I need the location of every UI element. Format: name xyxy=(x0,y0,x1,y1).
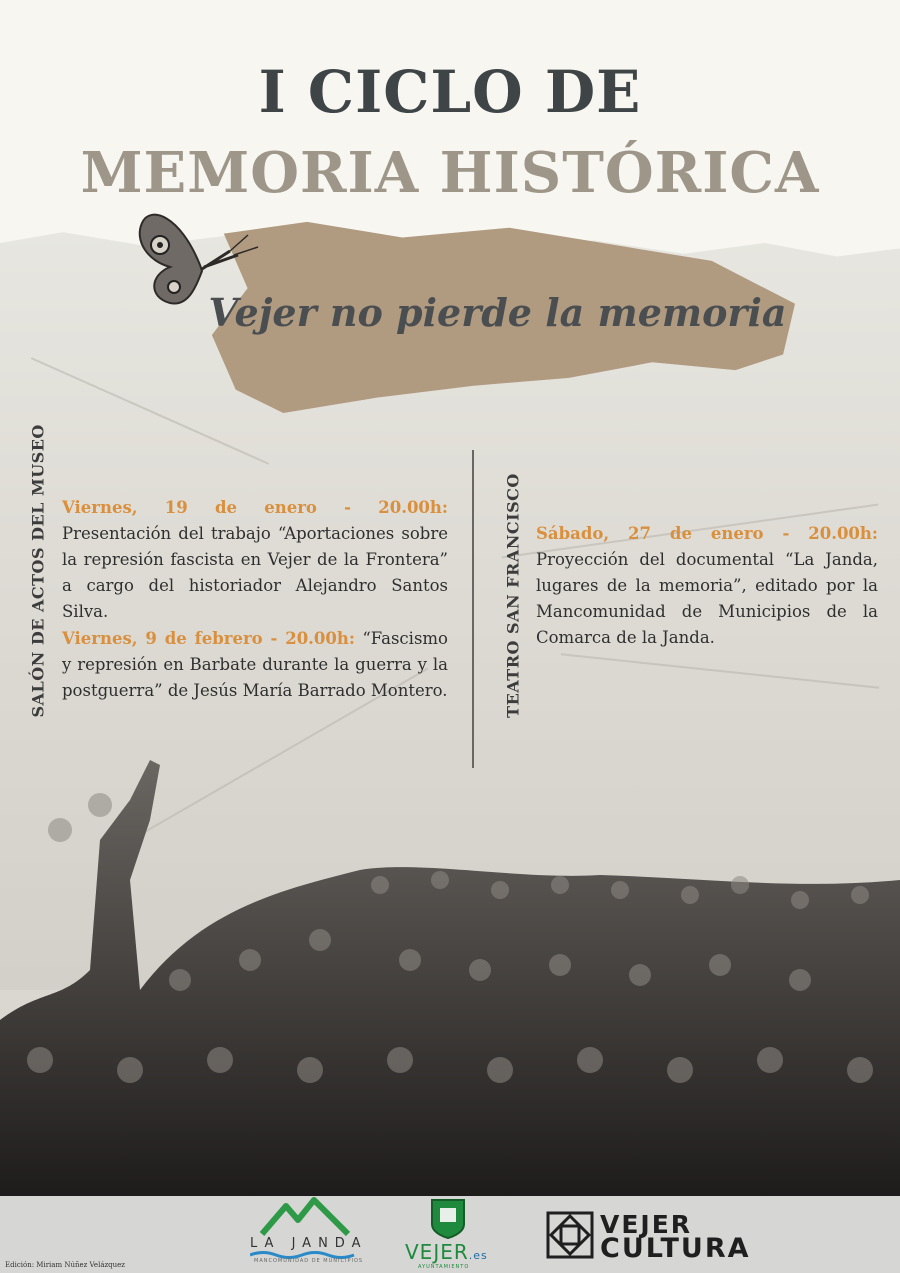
page-title-line2: MEMORIA HISTÓRICA xyxy=(80,140,820,206)
page-title-line1: I CICLO DE xyxy=(258,58,642,126)
event-description: “Fascismo y represión en Barbate durante la guerra y la postguerra” de Jesús María Barrado Montero. xyxy=(62,629,448,700)
event-item xyxy=(62,626,448,704)
event-item xyxy=(536,521,878,651)
event-date: Viernes, 9 de febrero - 20.00h: xyxy=(62,629,355,648)
subtitle: Vejer no pierde la memoria xyxy=(208,290,787,335)
la-janda-logo-text: LA JANDA xyxy=(250,1236,368,1251)
venue-label-teatro: TEATRO SAN FRANCISCO xyxy=(503,473,523,718)
crowd-photo xyxy=(0,760,900,1197)
la-janda-mountain-icon xyxy=(258,1196,354,1238)
event-description: Presentación del trabajo “Aportaciones sobre la represión fascista en Vejer de la Frontera” a cargo del historiador Alejandro Santos Silva. xyxy=(62,524,448,621)
la-janda-logo-subtitle: MANCOMUNIDAD DE MUNICIPIOS xyxy=(254,1258,364,1264)
event-date: Viernes, 19 de enero - 20.00h: xyxy=(62,498,448,517)
event-description: Proyección del documental “La Janda, lugares de la memoria”, editado por la Mancomunidad de Municipios de la Comarca de la Janda. xyxy=(536,550,878,647)
vejer-cultura-logo-line2: CULTURA xyxy=(600,1233,751,1264)
column-divider xyxy=(472,450,474,768)
coat-of-arms-icon xyxy=(430,1198,466,1240)
vejer-es-logo-name: VEJER xyxy=(405,1240,469,1264)
ayuntamiento-label: AYUNTAMIENTO xyxy=(418,1264,470,1270)
venue-label-museo: SALÓN DE ACTOS DEL MUSEO xyxy=(28,424,48,718)
vejer-cultura-square-icon xyxy=(545,1210,595,1260)
paper-crack xyxy=(561,653,879,688)
butterfly-icon xyxy=(130,205,265,310)
event-date: Sábado, 27 de enero - 20.00h: xyxy=(536,524,878,543)
vejer-es-logo xyxy=(405,1240,488,1264)
edition-credit: Edición: Miriam Núñez Velázquez xyxy=(5,1261,125,1269)
event-item xyxy=(62,495,448,625)
vejer-es-logo-suffix: .es xyxy=(468,1249,488,1262)
vejer-cultura-logo-line1: VEJER xyxy=(600,1210,693,1239)
